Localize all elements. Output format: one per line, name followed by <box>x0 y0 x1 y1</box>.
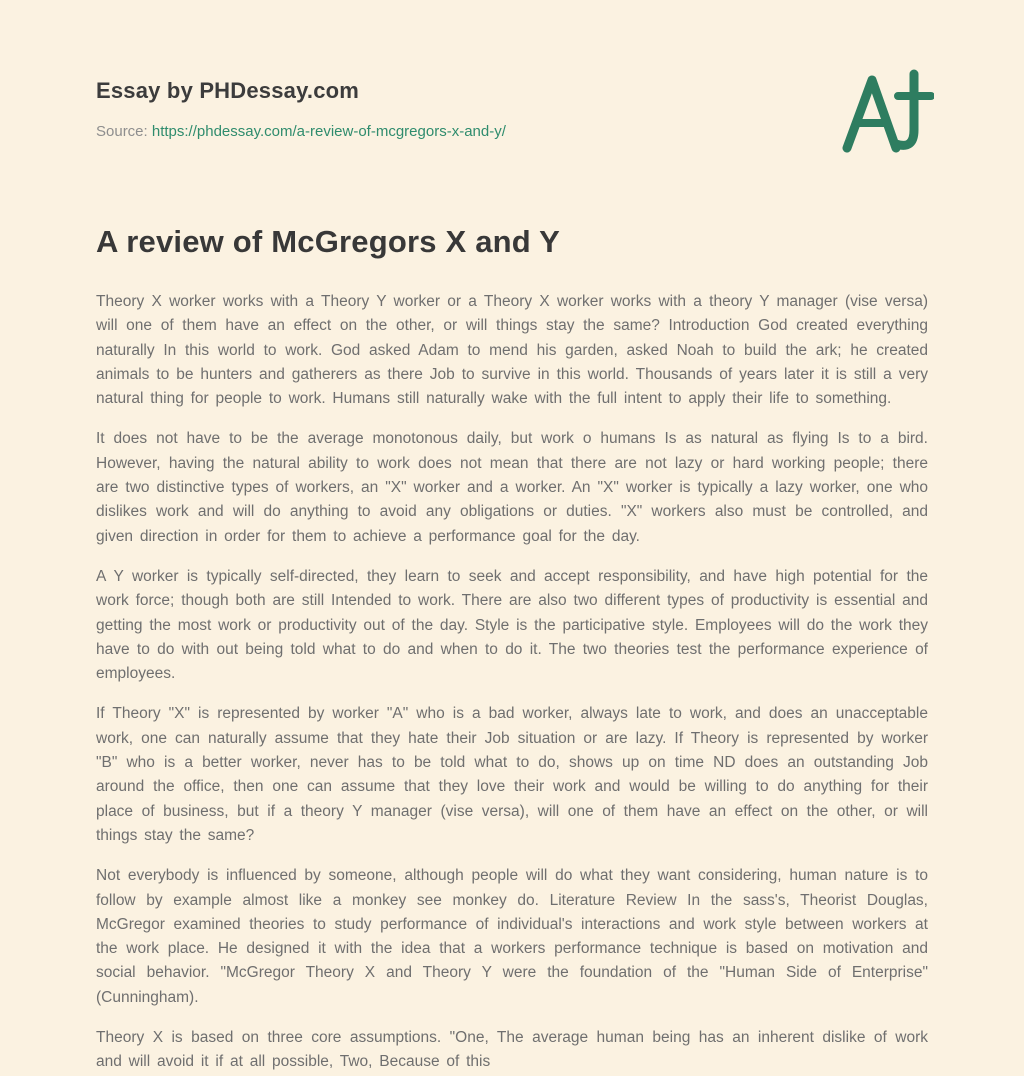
source-line <box>96 123 928 140</box>
paragraph: A Y worker is typically self-directed, they learn to seek and accept responsibility, and have high potential for the work force; though both are still Intended to work. There are also two different types of productivity is essential and getting the most work or productivity out of the day. Style is the participative style. Employees will do the work they have to do with out being told what to do and when to do it. The two theories test the performance experience of employees. <box>96 567 928 683</box>
article-title: A review of McGregors X and Y <box>96 224 561 259</box>
paragraph: It does not have to be the average monotonous daily, but work o humans Is as natural as flying Is to a bird. However, having the natural ability to work does not mean that there are not lazy or hard working people; there are two distinctive types of workers, an "X" worker and a worker. An "X" worker is typically a lazy worker, one who dislikes work and will do anything to avoid any obligations or duties. "X" workers also must be controlled, and given direction in order for them to achieve a performance goal for the day. <box>96 430 928 545</box>
source-label: Source: <box>96 123 148 140</box>
site-title: Essay by PHDessay.com <box>96 78 360 103</box>
paragraph: Theory X worker works with a Theory Y worker or a Theory X worker works with a theory Y manager (vise versa) will one of them have an effect on the other, or will things stay the same? Introduction God created everything naturally In this world to work. God asked Adam to mend his garden, asked Noah to build the ark; he created animals to be hunters and gatherers as there Job to survive in this world. Thousands of years later it is still a very natural thing for people to work. Humans still naturally wake with the full intent to apply their life to something. <box>96 293 928 408</box>
paragraph: If Theory "X" is represented by worker "A" who is a bad worker, always late to work, and does an unacceptable work, one can naturally assume that they hate their Job situation or are lazy. If Theory is represented by worker "B" who is a better worker, never has to be told what to do, shows up on time ND does an outstanding Job around the office, then one can assume that they love their work and would be willing to do anything for their place of business, but if a theory Y manager (vise versa), will one of them have an effect on the other, or will things stay the same? <box>96 705 928 844</box>
article-body <box>96 290 928 1075</box>
paragraph: Theory X is based on three core assumptions. "One, The average human being has an inherent dislike of work and will avoid it if at all possible, Two, Because of this <box>96 1029 928 1071</box>
source-link[interactable]: https://phdessay.com/a-review-of-mcgregors-x-and-y/ <box>151 123 506 140</box>
paragraph: Not everybody is influenced by someone, although people will do what they want considering, human nature is to follow by example almost like a monkey see monkey do. Literature Review In the sass's, Theorist Douglas, McGregor examined theories to study performance of individual's interactions and work style between workers at the work place. He designed it with the idea that a workers performance technique is based on motivation and social behavior. "McGregor Theory X and Theory Y were the foundation of the "Human Side of Enterprise" (Cunningham). <box>96 867 928 1006</box>
phdessay-logo-icon <box>839 68 934 160</box>
